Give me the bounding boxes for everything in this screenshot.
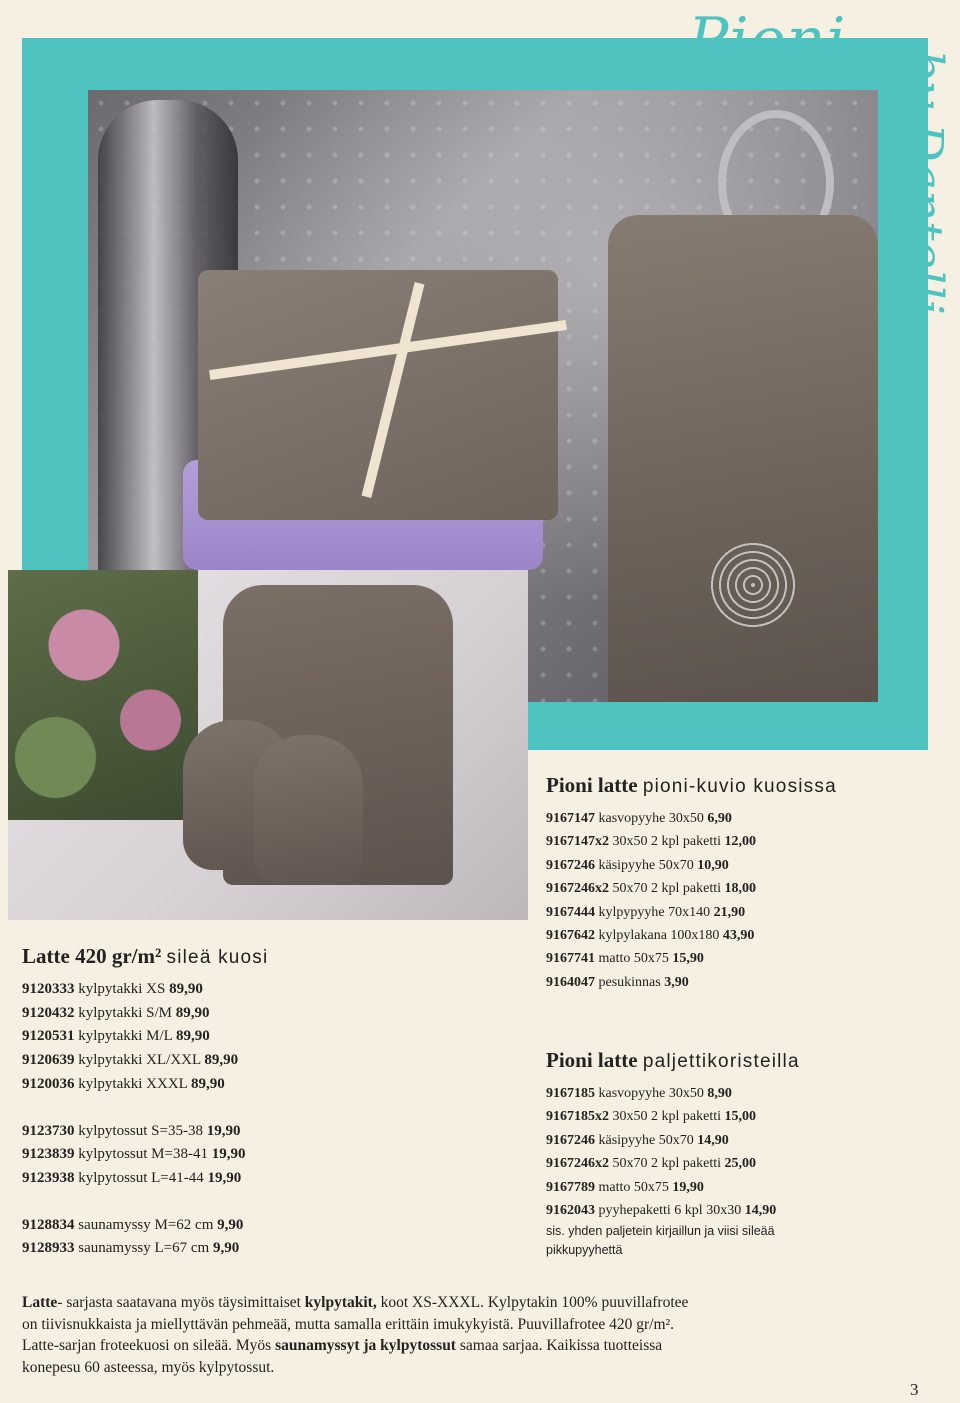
list-item: 9167789 matto 50x75 19,90 bbox=[546, 1179, 704, 1195]
list-item: 9167147x2 30x50 2 kpl paketti 12,00 bbox=[546, 834, 756, 850]
list-item: 9167246 käsipyyhe 50x70 14,90 bbox=[546, 1132, 729, 1148]
section-heading bbox=[546, 1048, 800, 1074]
list-item: 9123938 kylpytossut L=41-44 19,90 bbox=[22, 1169, 242, 1186]
brand-title: Pioni bbox=[688, 5, 847, 75]
bathrobe-product-photo bbox=[8, 570, 528, 920]
heading-sub: pioni-kuvio kuosissa bbox=[642, 776, 837, 797]
list-item: 9167741 matto 50x75 15,90 bbox=[546, 951, 704, 967]
heading-sub: sileä kuosi bbox=[166, 947, 269, 968]
latte-section bbox=[22, 944, 268, 1261]
list-item: 9120333 kylpytakki XS 89,90 bbox=[22, 981, 203, 997]
section-heading bbox=[546, 773, 837, 799]
section-heading bbox=[22, 944, 268, 970]
list-item: 9128933 saunamyssy L=67 cm 9,90 bbox=[22, 1240, 240, 1257]
list-item: 9167246 käsipyyhe 50x70 10,90 bbox=[546, 857, 729, 873]
heading-main: Pioni latte bbox=[546, 773, 638, 797]
list-item: 9123839 kylpytossut M=38-41 19,90 bbox=[22, 1146, 246, 1163]
paragraph-line: Latte-sarjan froteekuosi on sileää. Myös saunamyssyt ja kylpytossut samaa sarjaa. Kaikissa tuotteissa bbox=[22, 1337, 663, 1354]
list-item: 9167642 kylpylakana 100x180 43,90 bbox=[546, 928, 755, 944]
list-item: 9167444 kylpypyyhe 70x140 21,90 bbox=[546, 904, 746, 920]
spacer bbox=[22, 1191, 268, 1214]
heading-sub: paljettikoristeilla bbox=[642, 1051, 800, 1072]
list-item: 9120531 kylpytakki M/L 89,90 bbox=[22, 1028, 210, 1045]
list-item: 9167246x2 50x70 2 kpl paketti 18,00 bbox=[546, 881, 756, 897]
heading-main: Pioni latte bbox=[546, 1048, 638, 1072]
list-item: 9162043 pyyhepaketti 6 kpl 30x30 14,90 bbox=[546, 1203, 777, 1219]
list-item: 9128834 saunamyssy M=62 cm 9,90 bbox=[22, 1216, 244, 1233]
package-note: pikkupyyhettä bbox=[546, 1243, 623, 1258]
list-item: 9167185 kasvopyyhe 30x50 8,90 bbox=[546, 1086, 732, 1101]
paragraph-line: Latte- sarjasta saatavana myös täysimittaiset kylpytakit, koot XS-XXXL. Kylpytakin 100% puuvillafrotee bbox=[22, 1294, 689, 1311]
list-item: 9167147 kasvopyyhe 30x50 6,90 bbox=[546, 811, 732, 826]
list-item: 9123730 kylpytossut S=35-38 19,90 bbox=[22, 1122, 241, 1139]
spacer bbox=[22, 1097, 268, 1120]
pioni-latte-paljetti-section bbox=[546, 1048, 800, 1260]
flower-bouquet bbox=[8, 570, 198, 820]
pioni-latte-kuvio-section bbox=[546, 773, 837, 994]
heading-main: Latte 420 gr/m² bbox=[22, 944, 162, 968]
list-item: 9120639 kylpytakki XL/XXL 89,90 bbox=[22, 1052, 239, 1069]
list-item: 9120036 kylpytakki XXXL 89,90 bbox=[22, 1075, 225, 1092]
paragraph-line: konepesu 60 asteessa, myös kylpytossut. bbox=[22, 1358, 275, 1376]
list-item: 9164047 pesukinnas 3,90 bbox=[546, 974, 689, 990]
package-note: sis. yhden paljetein kirjaillun ja viisi sileää bbox=[546, 1224, 775, 1239]
description-paragraph bbox=[22, 1292, 882, 1378]
list-item: 9167246x2 50x70 2 kpl paketti 25,00 bbox=[546, 1156, 756, 1172]
brand-subtitle: by Dantelli bbox=[897, 50, 953, 315]
towel-stack bbox=[198, 270, 558, 520]
flower-embroidery bbox=[708, 540, 798, 630]
list-item: 9120432 kylpytakki S/M 89,90 bbox=[22, 1004, 210, 1021]
page-number: 3 bbox=[910, 1380, 919, 1399]
list-item: 9167185x2 30x50 2 kpl paketti 15,00 bbox=[546, 1109, 756, 1125]
paragraph-line: on tiivisnukkaista ja miellyttävän pehmeää, mutta samalla erittäin imukykyistä. Puuvillafrotee 420 gr/m². bbox=[22, 1315, 675, 1333]
slipper bbox=[253, 735, 363, 885]
